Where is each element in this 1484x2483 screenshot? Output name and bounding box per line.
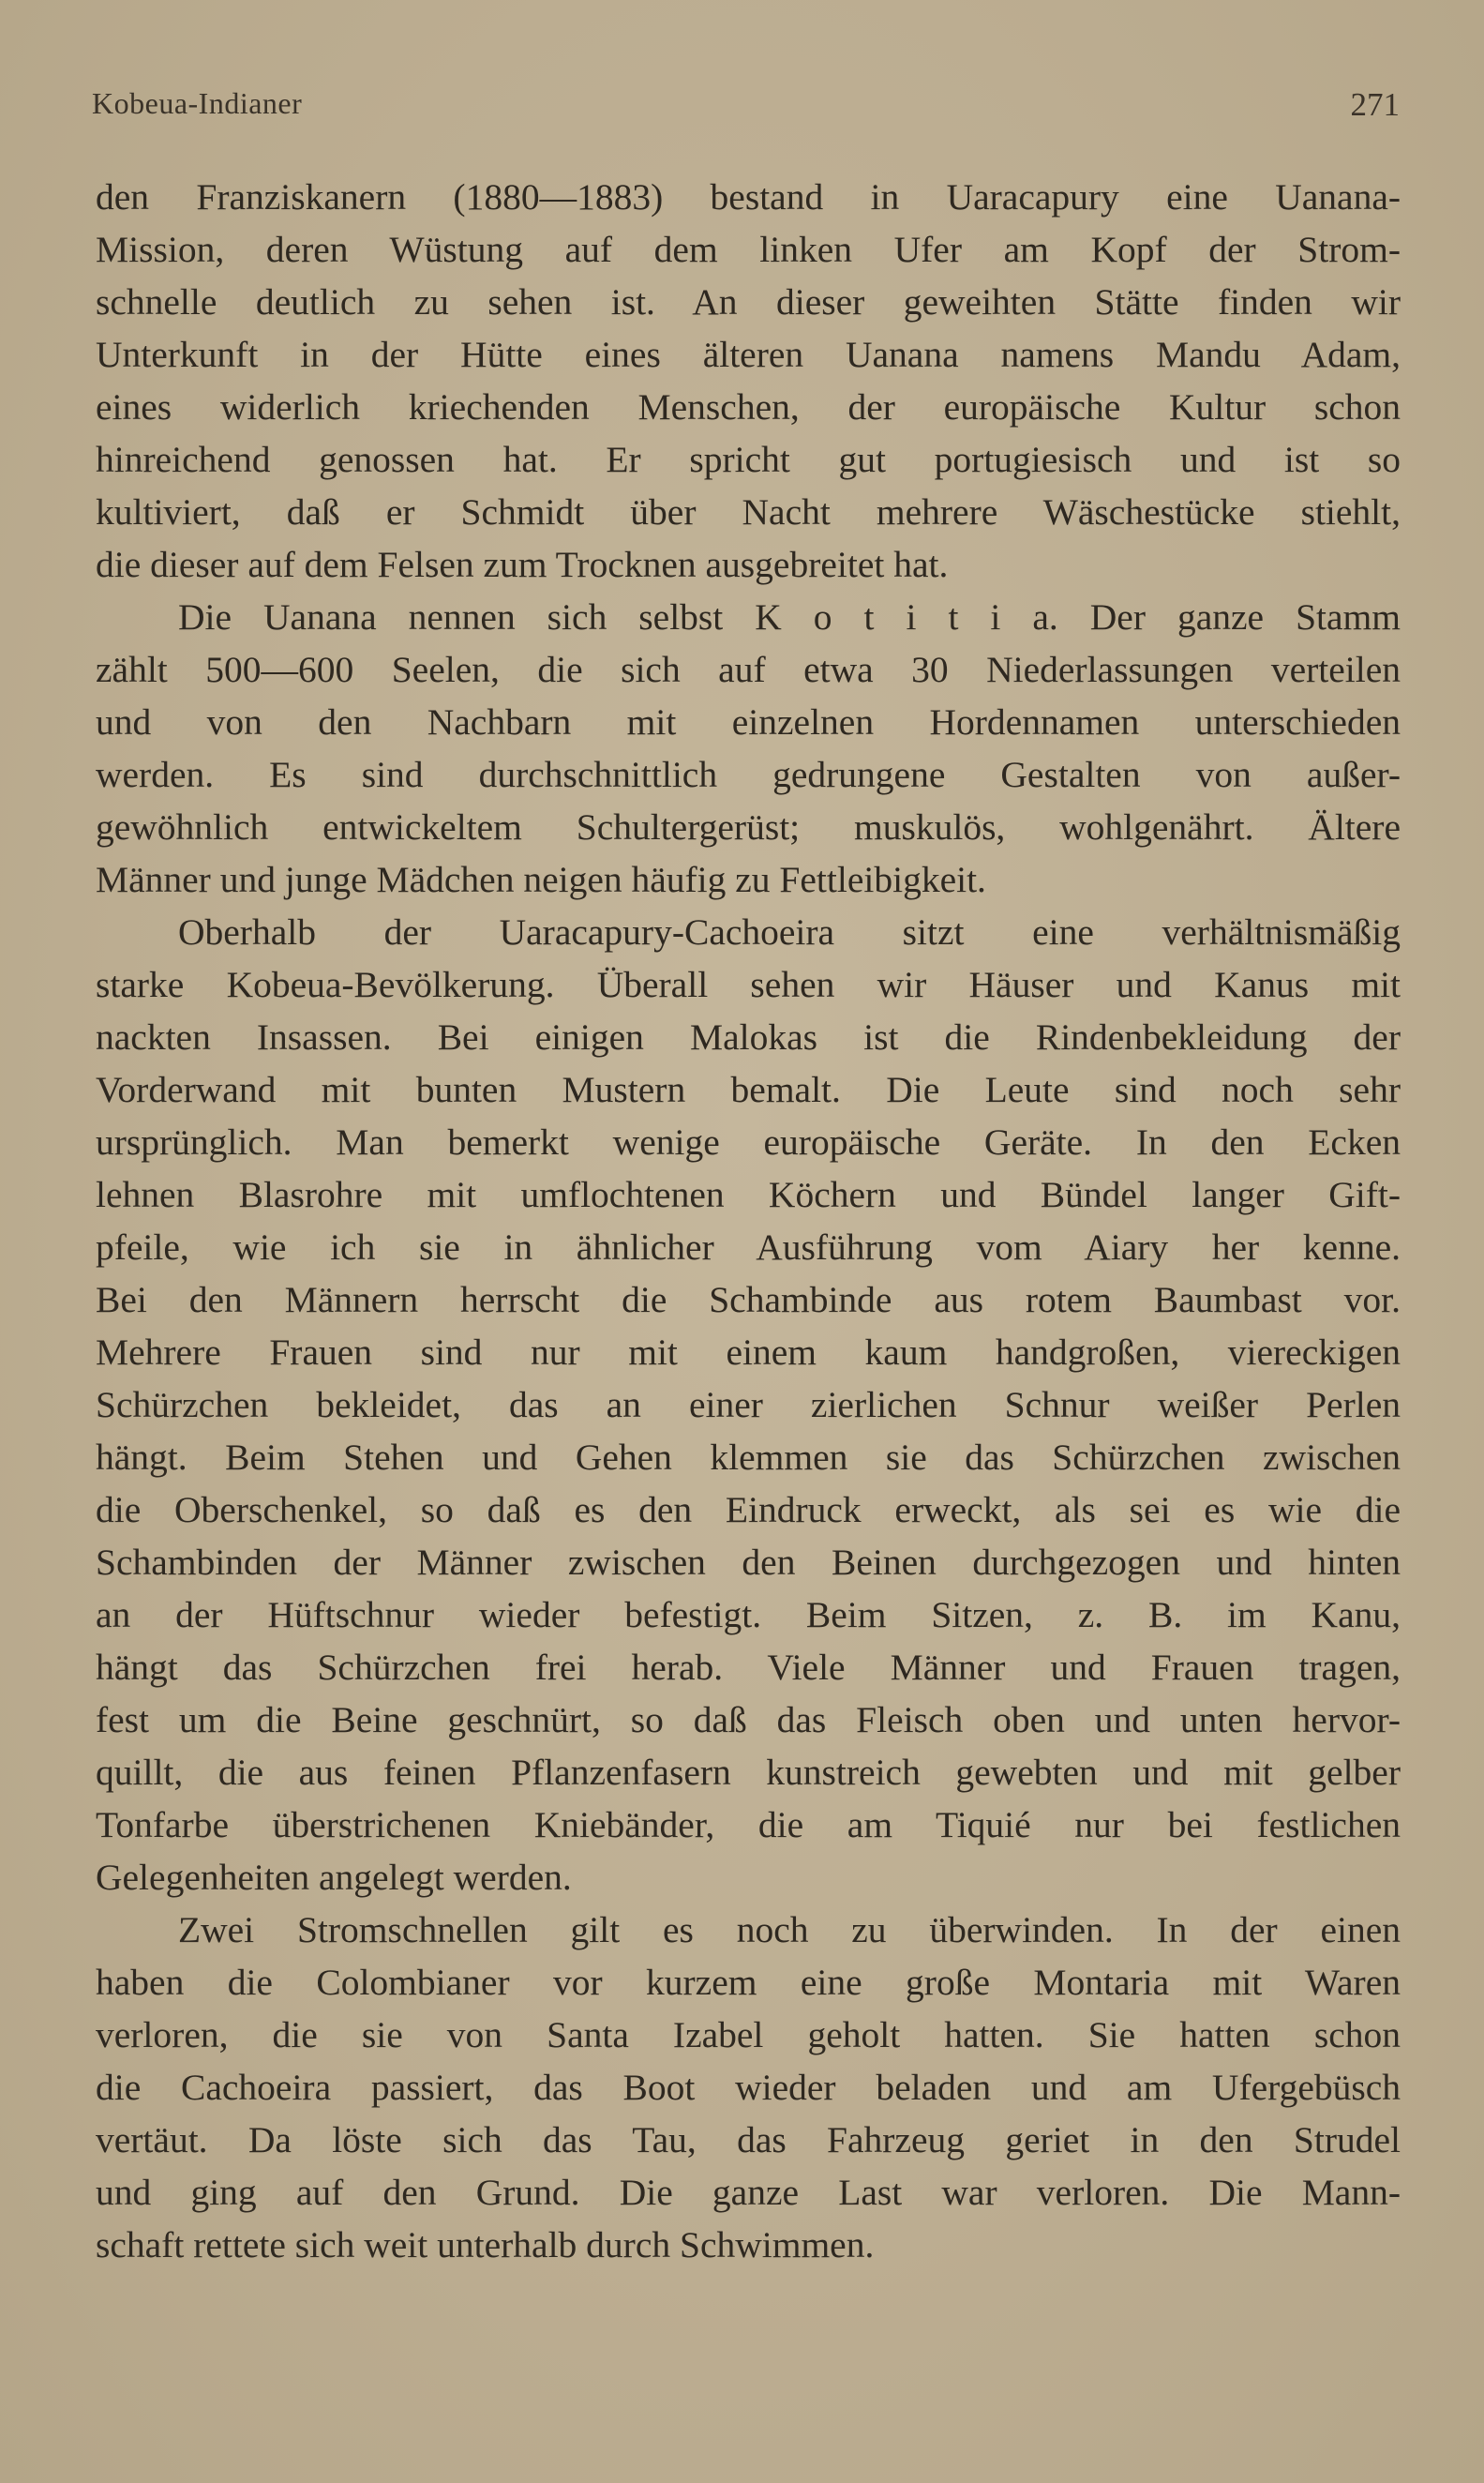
text-line: schnelle deutlich zu sehen ist. An dieser geweihten Stätte finden wir bbox=[96, 281, 1401, 323]
text-line: pfeile, wie ich sie in ähnlicher Ausführung vom Aiary her kenne. bbox=[96, 1226, 1401, 1268]
paragraph bbox=[96, 171, 1401, 591]
text-line: quillt, die aus feinen Pflanzenfasern kunstreich gewebten und mit gelber bbox=[96, 1752, 1401, 1793]
text-line: ursprünglich. Man bemerkt wenige europäische Geräte. In den Ecken bbox=[96, 1121, 1401, 1163]
text-line: Schürzchen bekleidet, das an einer zierlichen Schnur weißer Perlen bbox=[96, 1384, 1401, 1425]
text-line: eines widerlich kriechenden Menschen, der europäische Kultur schon bbox=[96, 386, 1401, 428]
text-line: den Franziskanern (1880—1883) bestand in Uaracapury eine Uanana- bbox=[96, 176, 1401, 218]
text-line: lehnen Blasrohre mit umflochtenen Köchern und Bündel langer Gift- bbox=[96, 1174, 1401, 1215]
text-line: Schambinden der Männer zwischen den Beinen durchgezogen und hinten bbox=[96, 1542, 1401, 1583]
page-number: 271 bbox=[1350, 86, 1400, 123]
text-line: vertäut. Da löste sich das Tau, das Fahrzeug geriet in den Strudel bbox=[96, 2119, 1401, 2160]
text-line: hängt das Schürzchen frei herab. Viele Männer und Frauen tragen, bbox=[96, 1647, 1401, 1688]
text-line: Tonfarbe überstrichenen Kniebänder, die am Tiquié nur bei festlichen bbox=[96, 1804, 1401, 1845]
text-line: hinreichend genossen hat. Er spricht gut portugiesisch und ist so bbox=[96, 439, 1401, 480]
text-line: Unterkunft in der Hütte eines älteren Uanana namens Mandu Adam, bbox=[96, 334, 1401, 375]
text-line: die dieser auf dem Felsen zum Trocknen ausgebreitet hat. bbox=[96, 544, 949, 585]
text-line: werden. Es sind durchschnittlich gedrungene Gestalten von außer- bbox=[96, 754, 1401, 795]
text-line: und von den Nachbarn mit einzelnen Hordennamen unterschieden bbox=[96, 701, 1401, 743]
text-line: verloren, die sie von Santa Izabel geholt hatten. Sie hatten schon bbox=[96, 2014, 1401, 2055]
text-line: hängt. Beim Stehen und Gehen klemmen sie das Schürzchen zwischen bbox=[96, 1437, 1401, 1478]
text-line: und ging auf den Grund. Die ganze Last war verloren. Die Mann- bbox=[96, 2172, 1401, 2213]
text-line: Die Uanana nennen sich selbst K o t i t i a. Der ganze Stamm bbox=[178, 596, 1401, 638]
text-line: Mehrere Frauen sind nur mit einem kaum handgroßen, viereckigen bbox=[96, 1332, 1401, 1373]
text-line: schaft rettete sich weit unterhalb durch Schwimmen. bbox=[96, 2224, 875, 2265]
text-line: die Oberschenkel, so daß es den Eindruck erweckt, als sei es wie die bbox=[96, 1489, 1401, 1530]
text-line: die Cachoeira passiert, das Boot wieder beladen und am Ufergebüsch bbox=[96, 2067, 1401, 2108]
paragraph bbox=[96, 591, 1401, 906]
text-line: Gelegenheiten angelegt werden. bbox=[96, 1857, 572, 1898]
text-line: haben die Colombianer vor kurzem eine große Montaria mit Waren bbox=[96, 1962, 1401, 2003]
text-line: Zwei Stromschnellen gilt es noch zu überwinden. In der einen bbox=[178, 1909, 1401, 1950]
text-line: fest um die Beine geschnürt, so daß das Fleisch oben und unten hervor- bbox=[96, 1699, 1401, 1740]
text-line: Männer und junge Mädchen neigen häufig zu Fettleibigkeit. bbox=[96, 859, 986, 900]
running-title: Kobeua-Indianer bbox=[92, 86, 303, 120]
text-line: Bei den Männern herrscht die Schambinde aus rotem Baumbast vor. bbox=[96, 1279, 1401, 1320]
text-line: starke Kobeua-Bevölkerung. Überall sehen wir Häuser und Kanus mit bbox=[96, 964, 1401, 1005]
text-line: nackten Insassen. Bei einigen Malokas ist die Rindenbekleidung der bbox=[96, 1016, 1401, 1058]
paragraph bbox=[96, 906, 1401, 1904]
text-line: an der Hüftschnur wieder befestigt. Beim Sitzen, z. B. im Kanu, bbox=[96, 1594, 1401, 1635]
text-line: gewöhnlich entwickeltem Schultergerüst; muskulös, wohlgenährt. Ältere bbox=[96, 806, 1401, 848]
text-line: Oberhalb der Uaracapury-Cachoeira sitzt eine verhältnismäßig bbox=[178, 911, 1401, 953]
running-head bbox=[92, 86, 1400, 129]
body-text bbox=[96, 171, 1401, 2271]
paragraph bbox=[96, 1904, 1401, 2271]
text-line: Vorderwand mit bunten Mustern bemalt. Die Leute sind noch sehr bbox=[96, 1069, 1401, 1110]
text-line: kultiviert, daß er Schmidt über Nacht mehrere Wäschestücke stiehlt, bbox=[96, 491, 1401, 533]
text-line: Mission, deren Wüstung auf dem linken Ufer am Kopf der Strom- bbox=[96, 229, 1401, 270]
text-line: zählt 500—600 Seelen, die sich auf etwa 30 Niederlassungen verteilen bbox=[96, 649, 1401, 690]
